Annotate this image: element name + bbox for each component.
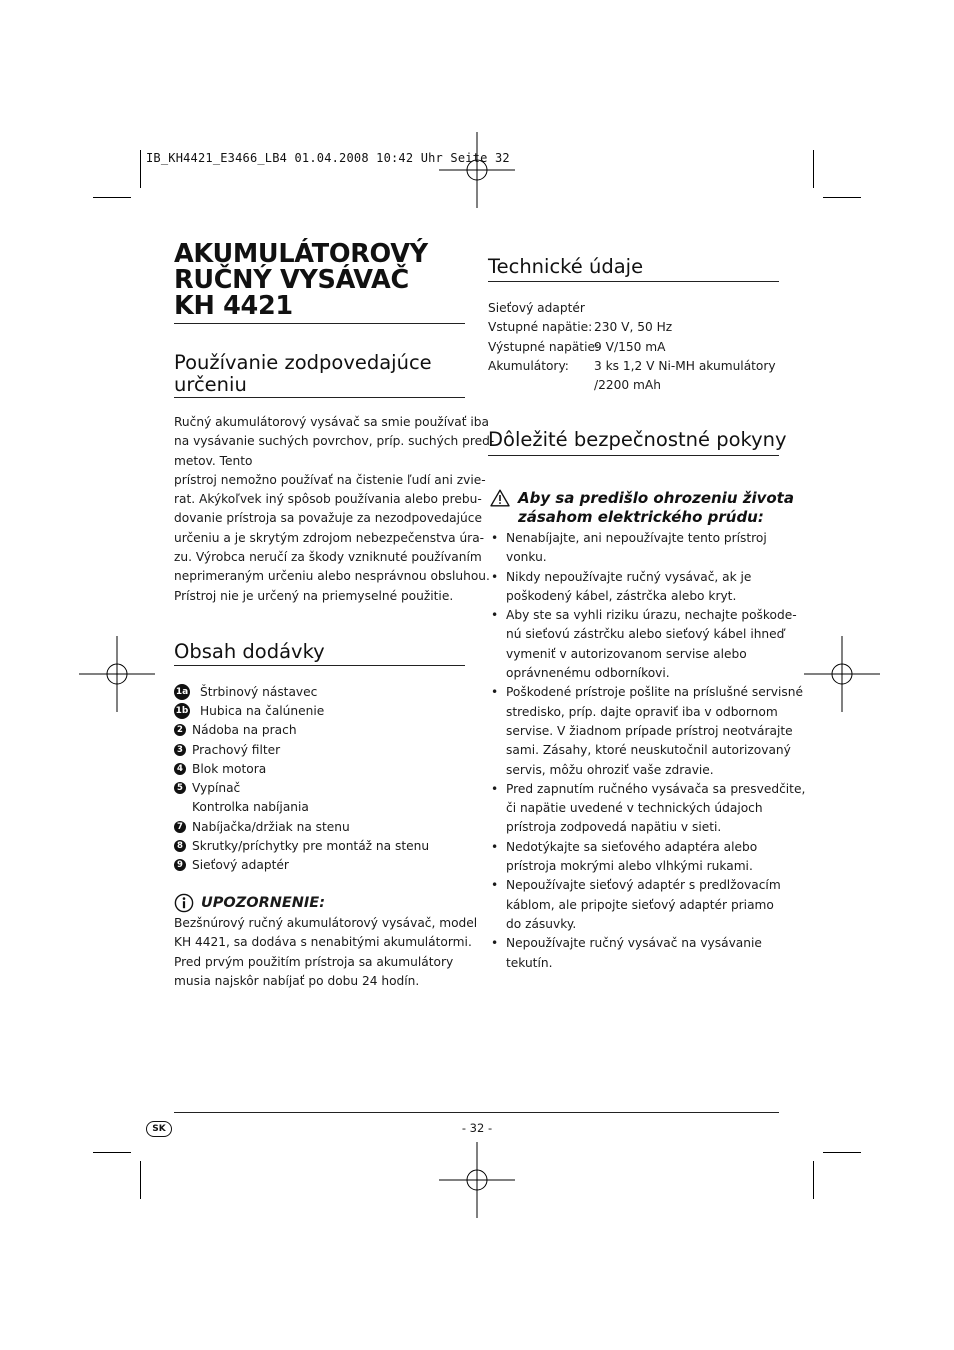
list-item: 4 Blok motora	[174, 759, 429, 778]
title-line: RUČNÝ VYSÁVAČ	[174, 265, 409, 295]
intended-use-text: Ručný akumulátorový vysávač sa smie používať iba na vysávanie suchých povrchov, príp. suchých pred- metov. Tento prístroj nemožno používať na čistenie ľudí ani zvie- rat. Akýkoľvek iný spôsob používania alebo prebu- dovanie prístroja sa považuje za nezodpovedajúce určeniu a je skrytým zdrojom nebezpečenstva úra- zu. Výrobca neručí za škody vzniknuté používaním neprimeraným určeniu alebo nesprávnou obsluhou. Prístroj nie je určený na priemyselné použitie.	[174, 415, 495, 603]
item-number-badge: 1b	[174, 703, 190, 719]
item-number-badge: 3	[174, 744, 186, 756]
crop-mark	[813, 150, 814, 188]
registration-mark-icon	[439, 132, 515, 208]
item-number-badge: 2	[174, 724, 186, 736]
spec-row: /2200 mAh	[594, 378, 661, 393]
section-rule	[488, 281, 779, 282]
list-item: 1b Hubica na čalúnenie	[175, 703, 325, 718]
list-item: 1a Štrbinový nástavec	[175, 684, 318, 699]
section-heading: Používanie zodpovedajúce určeniu	[174, 351, 432, 396]
item-number-badge: 7	[174, 821, 186, 833]
crop-mark	[823, 197, 861, 198]
list-item: • Nepoužívajte sieťový adaptér s predlžovacím káblom, ale pripojte sieťový adaptér priamo do zásuvky.	[488, 876, 805, 934]
technical-specs	[488, 299, 776, 395]
list-item: • Nenabíjajte, ani nepoužívajte tento prístroj vonku.	[488, 529, 805, 568]
page-title	[174, 241, 474, 319]
list-item: 3 Prachový filter	[174, 740, 429, 759]
crop-mark	[140, 1161, 141, 1199]
warning-heading: Aby sa predišlo ohrozeniu života zásahom elektrického prúdu:	[518, 489, 794, 526]
contents-heading: Obsah dodávky	[174, 640, 325, 663]
section-rule	[488, 455, 779, 456]
technical-heading: Technické údaje	[488, 255, 644, 278]
spec-row: Akumulátory: 3 ks 1,2 V Ni-MH akumulátory	[488, 358, 776, 373]
section-rule	[174, 397, 465, 398]
list-item: • Aby ste sa vyhli riziku úrazu, nechajte poškode- nú sieťovú zástrčku alebo sieťový kábel ihneď vymeniť v autorizovanom servise alebo oprávnenému odborníkovi.	[488, 606, 805, 683]
footer-rule	[174, 1112, 779, 1113]
crop-mark	[93, 197, 131, 198]
registration-mark-icon	[439, 1142, 515, 1218]
notice-text: Bezšnúrový ručný akumulátorový vysávač, model KH 4421, sa dodáva s nenabitými akumulátormi. Pred prvým použitím prístroja sa akumulátory musia najskôr nabíjať po dobu 24 hodín.	[174, 916, 478, 988]
title-line: KH 4421	[174, 291, 293, 321]
print-slug: IB_KH4421_E3466_LB4 01.04.2008 10:42 Uhr Seite 32	[146, 151, 510, 165]
section-rule	[174, 665, 465, 666]
page-number: - 32 -	[461, 1121, 493, 1135]
item-number-badge: 9	[174, 859, 186, 871]
spec-row: Vstupné napätie: 230 V, 50 Hz	[488, 320, 673, 335]
item-number-badge: 8	[174, 840, 186, 852]
list-item: 5 Vypínač	[174, 778, 429, 797]
warning-triangle-icon	[490, 489, 510, 507]
notice-box	[174, 893, 325, 913]
list-item: 2 Nádoba na prach	[174, 721, 429, 740]
spec-row: Sieťový adaptér	[488, 301, 585, 315]
info-icon	[174, 893, 194, 913]
registration-mark-icon	[804, 636, 880, 712]
intended-use-section	[174, 352, 465, 396]
crop-mark	[93, 1152, 131, 1153]
contents-list	[174, 682, 429, 875]
list-item: 7 Nabíjačka/držiak na stenu	[174, 817, 429, 836]
crop-mark	[823, 1152, 861, 1153]
registration-mark-icon	[79, 636, 155, 712]
list-item: • Pred zapnutím ručného vysávača sa presvedčite, či napätie uvedené v technických údajoch prístroja zodpovedá napätiu v sieti.	[488, 780, 805, 838]
crop-mark	[813, 1161, 814, 1199]
safety-heading: Dôležité bezpečnostné pokyny	[488, 428, 787, 451]
item-number-badge: 5	[174, 782, 186, 794]
title-line: AKUMULÁTOROVÝ	[174, 239, 428, 269]
title-rule	[174, 323, 465, 324]
list-item: • Nepoužívajte ručný vysávač na vysávanie tekutín.	[488, 934, 805, 973]
notice-heading: UPOZORNENIE:	[201, 895, 326, 911]
list-item: 9 Sieťový adaptér	[174, 856, 429, 875]
list-item: 8 Skrutky/príchytky pre montáž na stenu	[174, 836, 429, 855]
item-number-badge: 1a	[174, 684, 190, 700]
list-item: • Nedotýkajte sa sieťového adaptéra alebo prístroja mokrými alebo vlhkými rukami.	[488, 838, 805, 877]
safety-list	[488, 529, 805, 973]
spec-row: Výstupné napätie: 9 V/150 mA	[488, 339, 666, 354]
crop-mark	[140, 150, 141, 188]
list-item: Kontrolka nabíjania	[192, 800, 309, 815]
item-number-badge: 4	[174, 763, 186, 775]
language-badge: SK	[146, 1121, 172, 1137]
list-item: • Poškodené prístroje pošlite na príslušné servisné stredisko, príp. dajte opraviť iba v odbornom servise. V žiadnom prípade prístroj neotvárajte sami. Zásahy, ktoré neuskutočnil autorizovaný servis, môžu ohroziť vaše zdravie.	[488, 683, 805, 779]
list-item: • Nikdy nepoužívajte ručný vysávač, ak je poškodený kábel, zástrčka alebo kryt.	[488, 568, 805, 607]
